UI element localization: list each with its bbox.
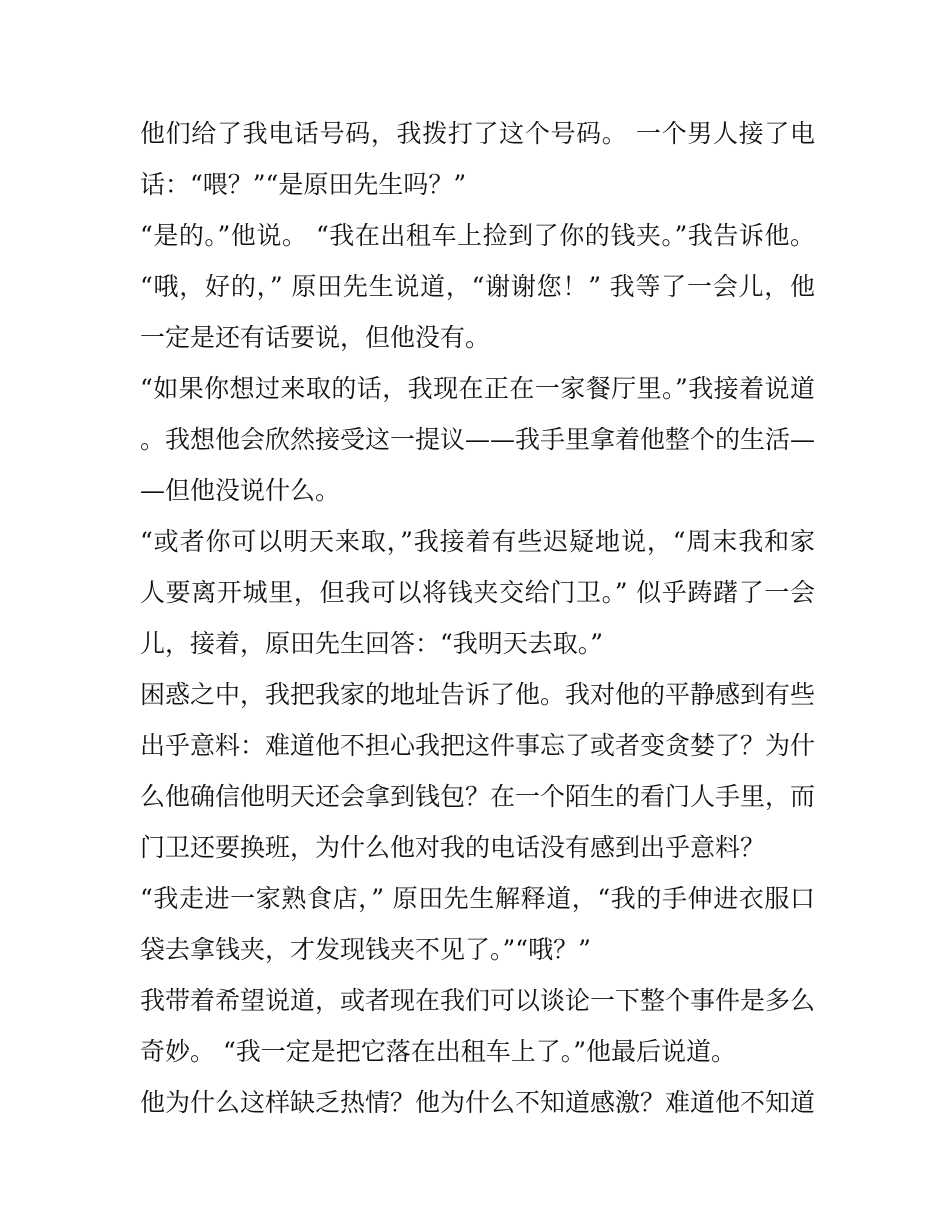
paragraph-6: “我走进一家熟食店，” 原田先生解释道，“我的手伸进衣服口袋去拿钱夹，才发现钱夹不见了。”“哦？” xyxy=(140,884,815,964)
paragraph-8: 他为什么这样缺乏热情？他为什么不知道感激？难道他不知道 xyxy=(140,1088,816,1117)
paragraph-7: 我带着希望说道，或者现在我们可以谈论一下整个事件是多么奇妙。 “我一定是把它落在出租车上了。”他最后说道。 xyxy=(140,986,816,1066)
paragraph-4: “或者你可以明天来取，”我接着有些迟疑地说，“周末我和家人要离开城里，但我可以将钱夹交给门卫。” 似乎踌躇了一会儿，接着，原田先生回答：“我明天去取。” xyxy=(140,527,815,658)
paragraph-5: 困惑之中，我把我家的地址告诉了他。我对他的平静感到有些出乎意料：难道他不担心我把这件事忘了或者变贪婪了？为什么他确信他明天还会拿到钱包？在一个陌生的看门人手里，而门卫还要换班，为什么他对我的电话没有感到出乎意料？ xyxy=(140,680,816,862)
paragraph-1: 他们给了我电话号码，我拨打了这个号码。 一个男人接了电话：“喂？”“是原田先生吗？” xyxy=(140,119,815,199)
paragraph-2: “是的。”他说。 “我在出租车上捡到了你的钱夹。”我告诉他。 “哦，好的，” 原田先生说道，“谢谢您！” 我等了一会儿，他一定是还有话要说，但他没有。 xyxy=(140,221,815,352)
paragraph-3: “如果你想过来取的话，我现在正在一家餐厅里。”我接着说道。我想他会欣然接受这一提议——我手里拿着他整个的生活——但他没说什么。 xyxy=(140,374,816,505)
body-text xyxy=(140,108,815,1128)
